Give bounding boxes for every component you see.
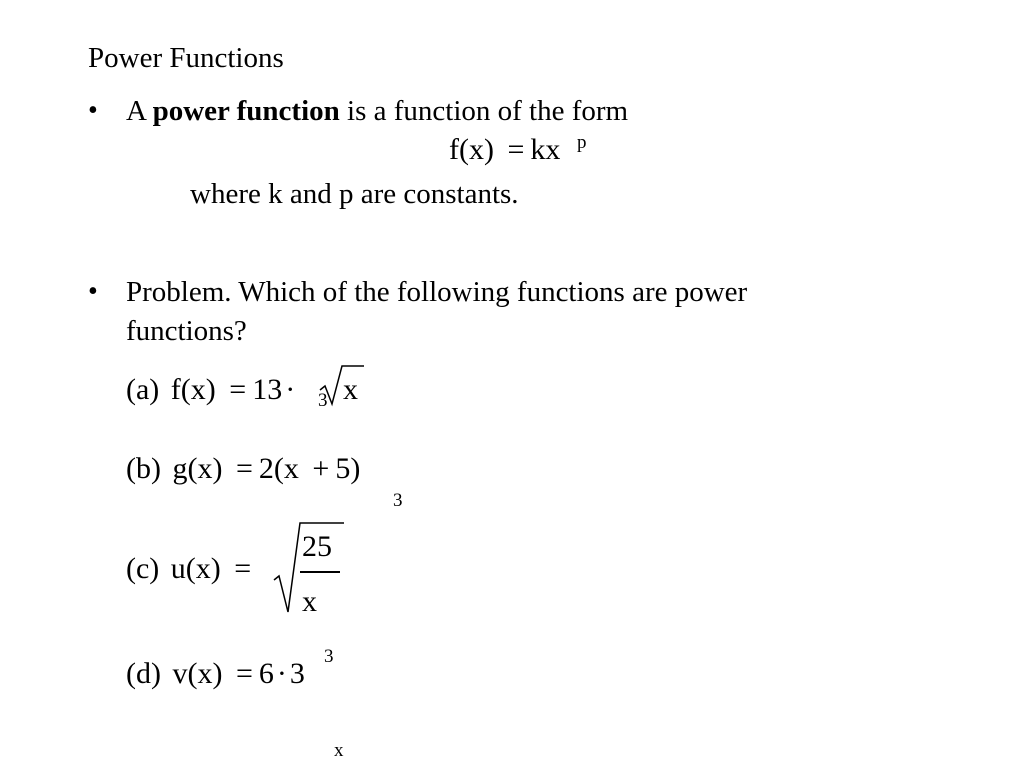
- option-d-exponent: x: [334, 740, 344, 761]
- option-label: (d): [126, 657, 161, 690]
- fraction-numerator: 25: [302, 530, 332, 563]
- bold-term: power function: [152, 95, 340, 127]
- dot-operator: ·: [285, 373, 296, 406]
- option-label: (c): [126, 552, 160, 585]
- root-index: 3: [318, 390, 328, 411]
- option-c: [126, 552, 257, 586]
- option-b: [126, 452, 360, 486]
- dot-operator: ·: [276, 657, 287, 690]
- plus-sign: +: [312, 452, 330, 485]
- option-a: [126, 373, 295, 407]
- slide-title: Power Functions: [88, 42, 284, 74]
- fraction-denominator: x: [302, 585, 317, 618]
- denominator-exponent: 3: [324, 646, 334, 667]
- bullet-marker: •: [88, 276, 98, 307]
- bullet-suffix: is a function of the form: [339, 95, 629, 127]
- option-lhs: g(x): [172, 452, 223, 485]
- expression-start: 2(x: [258, 452, 299, 485]
- radicand: x: [343, 373, 358, 406]
- definition-note: where k and p are constants.: [190, 178, 519, 210]
- equals-sign: =: [507, 133, 525, 166]
- power-base: 3: [289, 657, 305, 690]
- option-label: (a): [126, 373, 160, 406]
- option-lhs: u(x): [170, 552, 221, 585]
- bullet-marker: •: [88, 95, 98, 126]
- definition-formula: [449, 133, 560, 167]
- equals-sign: =: [234, 552, 252, 585]
- option-label: (b): [126, 452, 161, 485]
- equals-sign: =: [235, 657, 253, 690]
- option-d: [126, 657, 305, 691]
- equals-sign: =: [229, 373, 247, 406]
- formula-lhs: f(x): [449, 133, 494, 166]
- expression-end: 5): [335, 452, 361, 485]
- fraction-bar: [300, 571, 340, 573]
- problem-text-line1: Problem. Which of the following functions are power: [126, 276, 748, 308]
- bullet-definition-text: [126, 95, 628, 128]
- bullet-prefix: A: [126, 95, 153, 127]
- option-lhs: f(x): [170, 373, 216, 406]
- formula-rhs: kx: [530, 133, 561, 166]
- formula-exponent: p: [577, 132, 587, 153]
- coefficient: 13: [252, 373, 283, 406]
- option-b-exponent: 3: [393, 490, 403, 511]
- equals-sign: =: [235, 452, 253, 485]
- coefficient: 6: [258, 657, 274, 690]
- option-lhs: v(x): [172, 657, 223, 690]
- problem-text-line2: functions?: [126, 315, 247, 347]
